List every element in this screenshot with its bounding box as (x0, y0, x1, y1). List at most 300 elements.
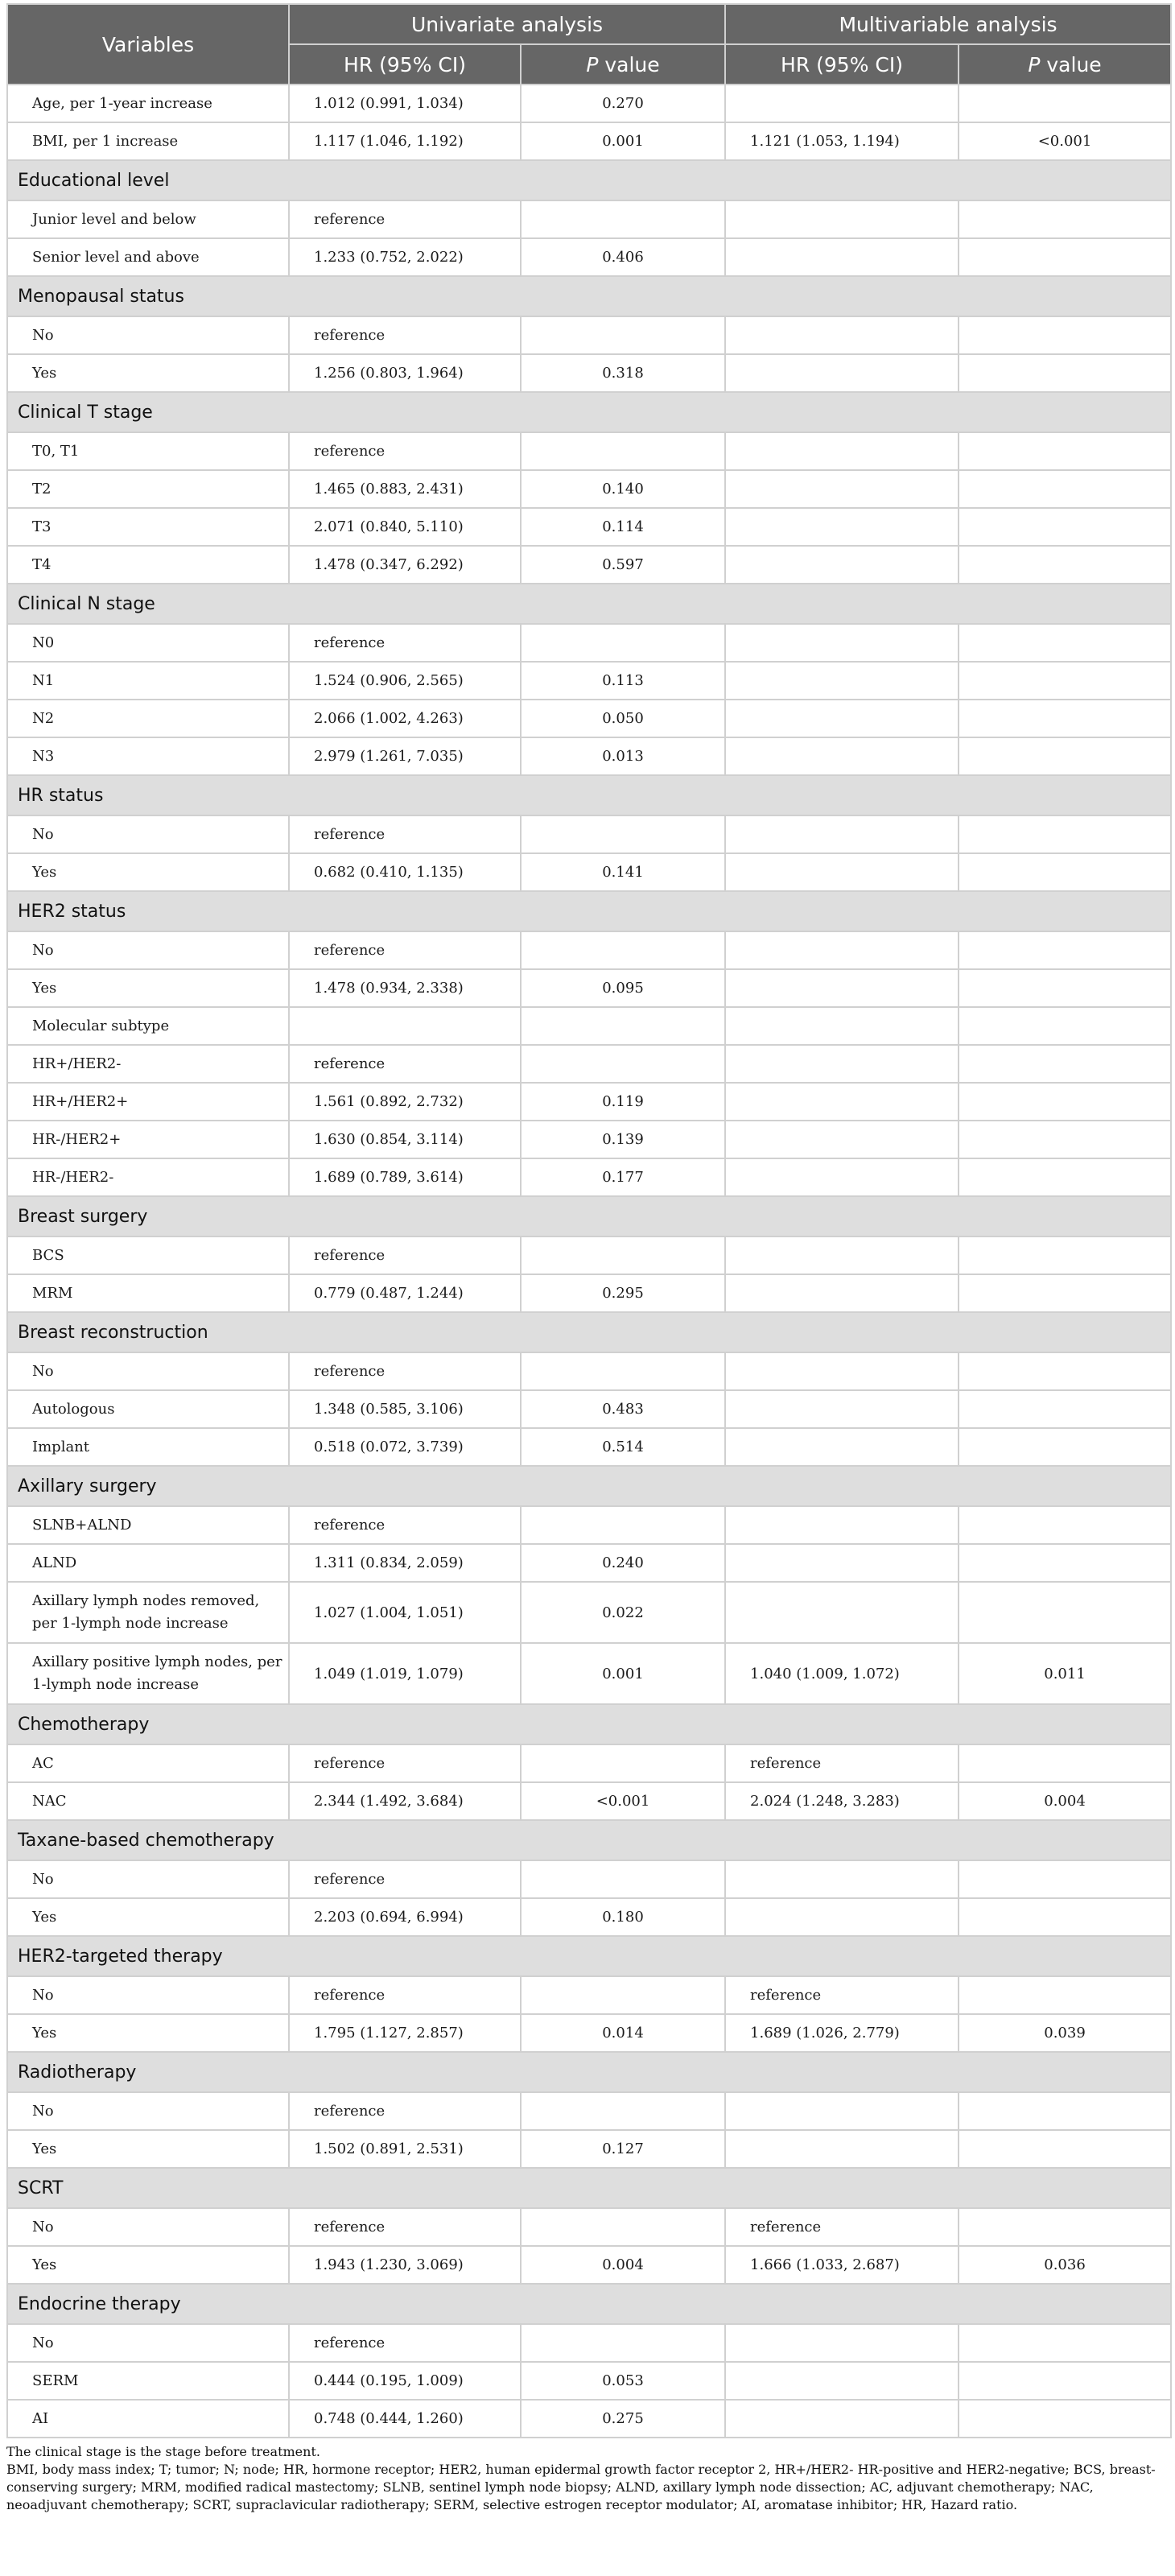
multivariable-p-cell (959, 470, 1171, 508)
univariate-hr-cell: reference (289, 432, 521, 470)
univariate-hr-cell (289, 1007, 521, 1045)
univariate-hr-cell: 1.561 (0.892, 2.732) (289, 1083, 521, 1121)
footnotes (6, 2443, 1170, 2514)
univariate-hr-cell: 1.049 (1.019, 1.079) (289, 1643, 521, 1704)
multivariable-p-cell (959, 2400, 1171, 2438)
univariate-p-cell: 0.119 (521, 1083, 725, 1121)
section-row (7, 2052, 1171, 2092)
multivariable-hr-cell (725, 1898, 959, 1936)
multivariable-p-cell (959, 200, 1171, 238)
table-row (7, 1428, 1171, 1466)
multivariable-p-cell: 0.039 (959, 2014, 1171, 2052)
univariate-p-cell: 0.140 (521, 470, 725, 508)
univariate-hr-cell: 1.478 (0.934, 2.338) (289, 969, 521, 1007)
section-label: Breast reconstruction (7, 1312, 1171, 1352)
section-row (7, 891, 1171, 931)
p-letter: P (1028, 52, 1041, 76)
multivariable-hr-cell (725, 737, 959, 775)
multivariable-hr-cell (725, 853, 959, 891)
table-row (7, 1860, 1171, 1898)
univariate-p-cell: <0.001 (521, 1782, 725, 1820)
variable-cell: Implant (7, 1428, 289, 1466)
section-label: Clinical T stage (7, 392, 1171, 432)
variable-cell: Age, per 1-year increase (7, 85, 289, 122)
table-row (7, 700, 1171, 737)
univariate-p-cell: 0.013 (521, 737, 725, 775)
univariate-p-cell: 0.022 (521, 1582, 725, 1643)
table-body (7, 85, 1171, 2438)
section-label: Educational level (7, 160, 1171, 200)
table-row (7, 2400, 1171, 2438)
variable-cell: Senior level and above (7, 238, 289, 276)
univariate-p-cell: 0.295 (521, 1274, 725, 1312)
section-row (7, 160, 1171, 200)
multivariable-p-cell (959, 432, 1171, 470)
multivariable-p-cell (959, 662, 1171, 700)
univariate-hr-cell: 2.344 (1.492, 3.684) (289, 1782, 521, 1820)
variable-cell: No (7, 815, 289, 853)
multivariable-p-cell (959, 853, 1171, 891)
variable-cell: BCS (7, 1236, 289, 1274)
multivariable-p-cell (959, 931, 1171, 969)
table-row (7, 662, 1171, 700)
univariate-p-cell (521, 1007, 725, 1045)
multivariable-p-cell (959, 1274, 1171, 1312)
table-row (7, 2208, 1171, 2246)
multivariable-p-cell (959, 1976, 1171, 2014)
univariate-hr-cell: 1.943 (1.230, 3.069) (289, 2246, 521, 2284)
univariate-hr-cell: 1.795 (1.127, 2.857) (289, 2014, 521, 2052)
table-row (7, 1544, 1171, 1582)
univariate-p-cell (521, 432, 725, 470)
univariate-hr-cell: 1.117 (1.046, 1.192) (289, 122, 521, 160)
variable-cell: Yes (7, 969, 289, 1007)
multivariable-hr-cell (725, 354, 959, 392)
table-row (7, 354, 1171, 392)
table-row (7, 1274, 1171, 1312)
variable-cell: HR+/HER2- (7, 1045, 289, 1083)
univariate-p-cell (521, 624, 725, 662)
multivariable-p-cell (959, 316, 1171, 354)
multivariable-p-cell (959, 2208, 1171, 2246)
univariate-p-cell (521, 1045, 725, 1083)
table-row (7, 2362, 1171, 2400)
variable-cell: N2 (7, 700, 289, 737)
table-row (7, 1744, 1171, 1782)
univariate-hr-cell: reference (289, 1236, 521, 1274)
multivariable-hr-cell (725, 85, 959, 122)
table-row (7, 1236, 1171, 1274)
section-row (7, 2168, 1171, 2208)
section-label: Menopausal status (7, 276, 1171, 316)
multivariable-p-cell (959, 2324, 1171, 2362)
univariate-p-cell (521, 2092, 725, 2130)
univariate-hr-cell: 1.233 (0.752, 2.022) (289, 238, 521, 276)
variable-cell: No (7, 1352, 289, 1390)
variable-cell: Yes (7, 853, 289, 891)
section-label: HR status (7, 775, 1171, 815)
multivariable-p-cell (959, 508, 1171, 546)
variable-cell: T3 (7, 508, 289, 546)
multivariable-hr-cell (725, 432, 959, 470)
variable-cell: T4 (7, 546, 289, 584)
multivariable-p-cell (959, 1236, 1171, 1274)
univariate-p-cell: 0.050 (521, 700, 725, 737)
univariate-hr-cell: 0.444 (0.195, 1.009) (289, 2362, 521, 2400)
table-row (7, 432, 1171, 470)
multivariable-hr-cell: reference (725, 1976, 959, 2014)
multivariable-header: Multivariable analysis (725, 4, 1171, 44)
multivariable-p-cell (959, 1544, 1171, 1582)
univariate-p-cell: 0.275 (521, 2400, 725, 2438)
multivariable-p-cell (959, 815, 1171, 853)
multivariable-hr-cell: 1.666 (1.033, 2.687) (725, 2246, 959, 2284)
multivariable-p-cell (959, 238, 1171, 276)
value-word: value (598, 52, 660, 76)
univariate-p-cell (521, 2208, 725, 2246)
variable-cell: Axillary positive lymph nodes, per 1-lymph node increase (7, 1643, 289, 1704)
section-label: Taxane-based chemotherapy (7, 1820, 1171, 1860)
univariate-hr-cell: reference (289, 1860, 521, 1898)
univariate-p-cell (521, 200, 725, 238)
table-row (7, 969, 1171, 1007)
multivariable-p-cell (959, 700, 1171, 737)
table-row (7, 1643, 1171, 1704)
table-row (7, 1083, 1171, 1121)
univariate-p-header (521, 44, 725, 85)
univariate-hr-cell: reference (289, 624, 521, 662)
variable-cell: NAC (7, 1782, 289, 1820)
multivariable-hr-cell (725, 508, 959, 546)
multivariable-hr-cell (725, 316, 959, 354)
section-row (7, 1196, 1171, 1236)
table-row (7, 853, 1171, 891)
univariate-p-cell: 0.406 (521, 238, 725, 276)
table-row (7, 2324, 1171, 2362)
table-row (7, 1045, 1171, 1083)
table-row (7, 2130, 1171, 2168)
variable-cell: Yes (7, 354, 289, 392)
table-row (7, 546, 1171, 584)
multivariable-p-cell (959, 1121, 1171, 1158)
table-row (7, 2092, 1171, 2130)
section-label: Chemotherapy (7, 1704, 1171, 1744)
univariate-p-cell (521, 1744, 725, 1782)
univariate-hr-cell: reference (289, 1744, 521, 1782)
table-row (7, 508, 1171, 546)
multivariable-hr-cell (725, 1236, 959, 1274)
table-row (7, 737, 1171, 775)
section-row (7, 276, 1171, 316)
variable-cell: T0, T1 (7, 432, 289, 470)
univariate-hr-cell: 0.518 (0.072, 3.739) (289, 1428, 521, 1466)
univariate-p-cell: 0.180 (521, 1898, 725, 1936)
section-row (7, 584, 1171, 624)
table-row (7, 85, 1171, 122)
multivariable-hr-cell (725, 2130, 959, 2168)
multivariable-hr-header: HR (95% CI) (725, 44, 959, 85)
multivariable-hr-cell (725, 1582, 959, 1643)
univariate-p-cell: 0.270 (521, 85, 725, 122)
multivariable-hr-cell (725, 2324, 959, 2362)
univariate-p-cell: 0.318 (521, 354, 725, 392)
variable-cell: Yes (7, 2014, 289, 2052)
multivariable-hr-cell: reference (725, 2208, 959, 2246)
univariate-hr-cell: 1.689 (0.789, 3.614) (289, 1158, 521, 1196)
multivariable-hr-cell (725, 1860, 959, 1898)
table-row (7, 1121, 1171, 1158)
multivariable-hr-cell (725, 238, 959, 276)
variable-cell: AC (7, 1744, 289, 1782)
univariate-p-cell (521, 1352, 725, 1390)
univariate-hr-cell: reference (289, 1976, 521, 2014)
univariate-hr-cell: reference (289, 1506, 521, 1544)
multivariable-p-cell (959, 354, 1171, 392)
table-row (7, 1976, 1171, 2014)
univariate-p-cell: 0.095 (521, 969, 725, 1007)
table-row (7, 200, 1171, 238)
univariate-p-cell (521, 815, 725, 853)
table-row (7, 316, 1171, 354)
univariate-hr-cell: reference (289, 1352, 521, 1390)
table-row (7, 815, 1171, 853)
multivariable-p-header (959, 44, 1171, 85)
variable-cell: MRM (7, 1274, 289, 1312)
univariate-p-cell: 0.004 (521, 2246, 725, 2284)
univariate-hr-cell: 1.027 (1.004, 1.051) (289, 1582, 521, 1643)
variable-cell: SERM (7, 2362, 289, 2400)
univariate-hr-cell: 0.779 (0.487, 1.244) (289, 1274, 521, 1312)
value-word: value (1040, 52, 1102, 76)
multivariable-hr-cell (725, 1506, 959, 1544)
section-row (7, 2284, 1171, 2324)
section-row (7, 392, 1171, 432)
section-label: Endocrine therapy (7, 2284, 1171, 2324)
footnote-abbreviations: BMI, body mass index; T; tumor; N; node; HR, hormone receptor; HER2, human epidermal growth factor receptor 2, HR+/HER2- HR-positive and HER2-negative; BCS, breast-conserving surgery; MRM, modified radical mastectomy; SLNB, sentinel lymph node biopsy; ALND, axillary lymph node dissection; AC, adjuvant chemotherapy; NAC, neoadjuvant chemotherapy; SCRT, supraclavicular radiotherapy; SERM, selective estrogen receptor modulator; AI, aromatase inhibitor; HR, Hazard ratio. (6, 2462, 1156, 2512)
univariate-hr-cell: 1.502 (0.891, 2.531) (289, 2130, 521, 2168)
variable-cell: N3 (7, 737, 289, 775)
variable-cell: No (7, 316, 289, 354)
table-row (7, 1582, 1171, 1643)
section-label: Axillary surgery (7, 1466, 1171, 1506)
univariate-p-cell: 0.014 (521, 2014, 725, 2052)
univariate-hr-cell: reference (289, 815, 521, 853)
variable-cell: Autologous (7, 1390, 289, 1428)
variable-cell: Yes (7, 2130, 289, 2168)
univariate-hr-cell: 1.348 (0.585, 3.106) (289, 1390, 521, 1428)
section-label: SCRT (7, 2168, 1171, 2208)
univariate-hr-cell: reference (289, 316, 521, 354)
univariate-hr-cell: 1.478 (0.347, 6.292) (289, 546, 521, 584)
variable-cell: N0 (7, 624, 289, 662)
multivariable-hr-cell: 1.689 (1.026, 2.779) (725, 2014, 959, 2052)
section-label: Clinical N stage (7, 584, 1171, 624)
univariate-p-cell: 0.113 (521, 662, 725, 700)
multivariable-p-cell: 0.036 (959, 2246, 1171, 2284)
univariate-hr-cell: 1.311 (0.834, 2.059) (289, 1544, 521, 1582)
table-row (7, 1352, 1171, 1390)
univariate-p-cell: 0.514 (521, 1428, 725, 1466)
univariate-p-cell: 0.483 (521, 1390, 725, 1428)
univariate-p-cell (521, 1506, 725, 1544)
table-row (7, 1898, 1171, 1936)
multivariable-hr-cell (725, 2362, 959, 2400)
univariate-p-cell: 0.139 (521, 1121, 725, 1158)
univariate-hr-cell: reference (289, 1045, 521, 1083)
multivariable-p-cell (959, 1506, 1171, 1544)
section-row (7, 775, 1171, 815)
univariate-hr-cell: 2.203 (0.694, 6.994) (289, 1898, 521, 1936)
footnote-stage: The clinical stage is the stage before treatment. (6, 2444, 320, 2459)
univariate-hr-cell: reference (289, 200, 521, 238)
multivariable-p-cell (959, 1582, 1171, 1643)
multivariable-p-cell (959, 1158, 1171, 1196)
multivariable-hr-cell (725, 470, 959, 508)
variable-cell: Junior level and below (7, 200, 289, 238)
univariate-hr-cell: 0.748 (0.444, 1.260) (289, 2400, 521, 2438)
p-letter: P (586, 52, 599, 76)
variable-cell: HR-/HER2- (7, 1158, 289, 1196)
univariate-hr-cell: 2.066 (1.002, 4.263) (289, 700, 521, 737)
multivariable-hr-cell: 2.024 (1.248, 3.283) (725, 1782, 959, 1820)
table-container (6, 3, 1170, 2514)
table-row (7, 1390, 1171, 1428)
variable-cell: Yes (7, 2246, 289, 2284)
variable-cell: T2 (7, 470, 289, 508)
multivariable-p-cell (959, 1898, 1171, 1936)
multivariable-hr-cell (725, 1428, 959, 1466)
variables-header: Variables (7, 4, 289, 85)
variable-cell: No (7, 1860, 289, 1898)
multivariable-hr-cell: 1.040 (1.009, 1.072) (725, 1643, 959, 1704)
univariate-p-cell: 0.240 (521, 1544, 725, 1582)
multivariable-hr-cell (725, 1390, 959, 1428)
table-row (7, 1506, 1171, 1544)
multivariable-hr-cell (725, 662, 959, 700)
multivariable-p-cell (959, 2092, 1171, 2130)
univariate-hr-cell: 2.979 (1.261, 7.035) (289, 737, 521, 775)
multivariable-hr-cell (725, 546, 959, 584)
multivariable-p-cell (959, 1352, 1171, 1390)
multivariable-p-cell (959, 1860, 1171, 1898)
multivariable-p-cell (959, 969, 1171, 1007)
multivariable-hr-cell (725, 700, 959, 737)
variable-cell: HR-/HER2+ (7, 1121, 289, 1158)
univariate-hr-cell: 1.012 (0.991, 1.034) (289, 85, 521, 122)
section-row (7, 1936, 1171, 1976)
table-row (7, 2246, 1171, 2284)
univariate-p-cell: 0.177 (521, 1158, 725, 1196)
univariate-hr-cell: reference (289, 2324, 521, 2362)
multivariable-p-cell (959, 85, 1171, 122)
table-row (7, 1158, 1171, 1196)
header-row-1 (7, 4, 1171, 44)
univariate-p-cell (521, 1860, 725, 1898)
variable-cell: No (7, 2208, 289, 2246)
univariate-p-cell (521, 931, 725, 969)
table-row (7, 122, 1171, 160)
univariate-p-cell: 0.053 (521, 2362, 725, 2400)
multivariable-hr-cell (725, 969, 959, 1007)
variable-cell: BMI, per 1 increase (7, 122, 289, 160)
multivariable-hr-cell (725, 1121, 959, 1158)
univariate-p-cell: 0.114 (521, 508, 725, 546)
multivariable-hr-cell (725, 2400, 959, 2438)
variable-cell: ALND (7, 1544, 289, 1582)
multivariable-p-cell (959, 1744, 1171, 1782)
multivariable-hr-cell: 1.121 (1.053, 1.194) (725, 122, 959, 160)
multivariable-p-cell: 0.011 (959, 1643, 1171, 1704)
multivariable-hr-cell (725, 2092, 959, 2130)
multivariable-hr-cell (725, 931, 959, 969)
univariate-p-cell: 0.127 (521, 2130, 725, 2168)
univariate-hr-cell: 1.630 (0.854, 3.114) (289, 1121, 521, 1158)
univariate-hr-cell: reference (289, 2092, 521, 2130)
multivariable-hr-cell (725, 624, 959, 662)
multivariable-hr-cell (725, 1045, 959, 1083)
table-row (7, 931, 1171, 969)
univariate-p-cell: 0.001 (521, 122, 725, 160)
variable-cell: HR+/HER2+ (7, 1083, 289, 1121)
section-row (7, 1820, 1171, 1860)
multivariable-hr-cell (725, 1158, 959, 1196)
section-row (7, 1704, 1171, 1744)
section-row (7, 1312, 1171, 1352)
univariate-p-cell (521, 1236, 725, 1274)
table-header (7, 4, 1171, 85)
multivariable-hr-cell (725, 1352, 959, 1390)
univariate-hr-header: HR (95% CI) (289, 44, 521, 85)
table-row (7, 1782, 1171, 1820)
variable-cell: No (7, 2092, 289, 2130)
variable-cell: No (7, 2324, 289, 2362)
univariate-header: Univariate analysis (289, 4, 725, 44)
univariate-hr-cell: 1.256 (0.803, 1.964) (289, 354, 521, 392)
variable-cell: Molecular subtype (7, 1007, 289, 1045)
table-row (7, 238, 1171, 276)
univariate-p-cell: 0.001 (521, 1643, 725, 1704)
variable-cell: N1 (7, 662, 289, 700)
variable-cell: SLNB+ALND (7, 1506, 289, 1544)
table-row (7, 624, 1171, 662)
multivariable-p-cell (959, 2130, 1171, 2168)
univariate-hr-cell: 1.465 (0.883, 2.431) (289, 470, 521, 508)
variable-cell: Yes (7, 1898, 289, 1936)
univariate-p-cell (521, 1976, 725, 2014)
multivariable-p-cell (959, 1083, 1171, 1121)
multivariable-hr-cell: reference (725, 1744, 959, 1782)
section-row (7, 1466, 1171, 1506)
multivariable-hr-cell (725, 1007, 959, 1045)
section-label: HER2-targeted therapy (7, 1936, 1171, 1976)
multivariable-p-cell: 0.004 (959, 1782, 1171, 1820)
multivariable-hr-cell (725, 1274, 959, 1312)
univariate-hr-cell: 2.071 (0.840, 5.110) (289, 508, 521, 546)
univariate-p-cell (521, 2324, 725, 2362)
univariate-hr-cell: 1.524 (0.906, 2.565) (289, 662, 521, 700)
variable-cell: AI (7, 2400, 289, 2438)
univariate-p-cell: 0.597 (521, 546, 725, 584)
section-label: HER2 status (7, 891, 1171, 931)
multivariable-hr-cell (725, 1083, 959, 1121)
multivariable-p-cell: <0.001 (959, 122, 1171, 160)
variable-cell: Axillary lymph nodes removed, per 1-lymph node increase (7, 1582, 289, 1643)
multivariable-p-cell (959, 1045, 1171, 1083)
multivariable-p-cell (959, 1007, 1171, 1045)
multivariable-p-cell (959, 1390, 1171, 1428)
section-label: Breast surgery (7, 1196, 1171, 1236)
variable-cell: No (7, 1976, 289, 2014)
